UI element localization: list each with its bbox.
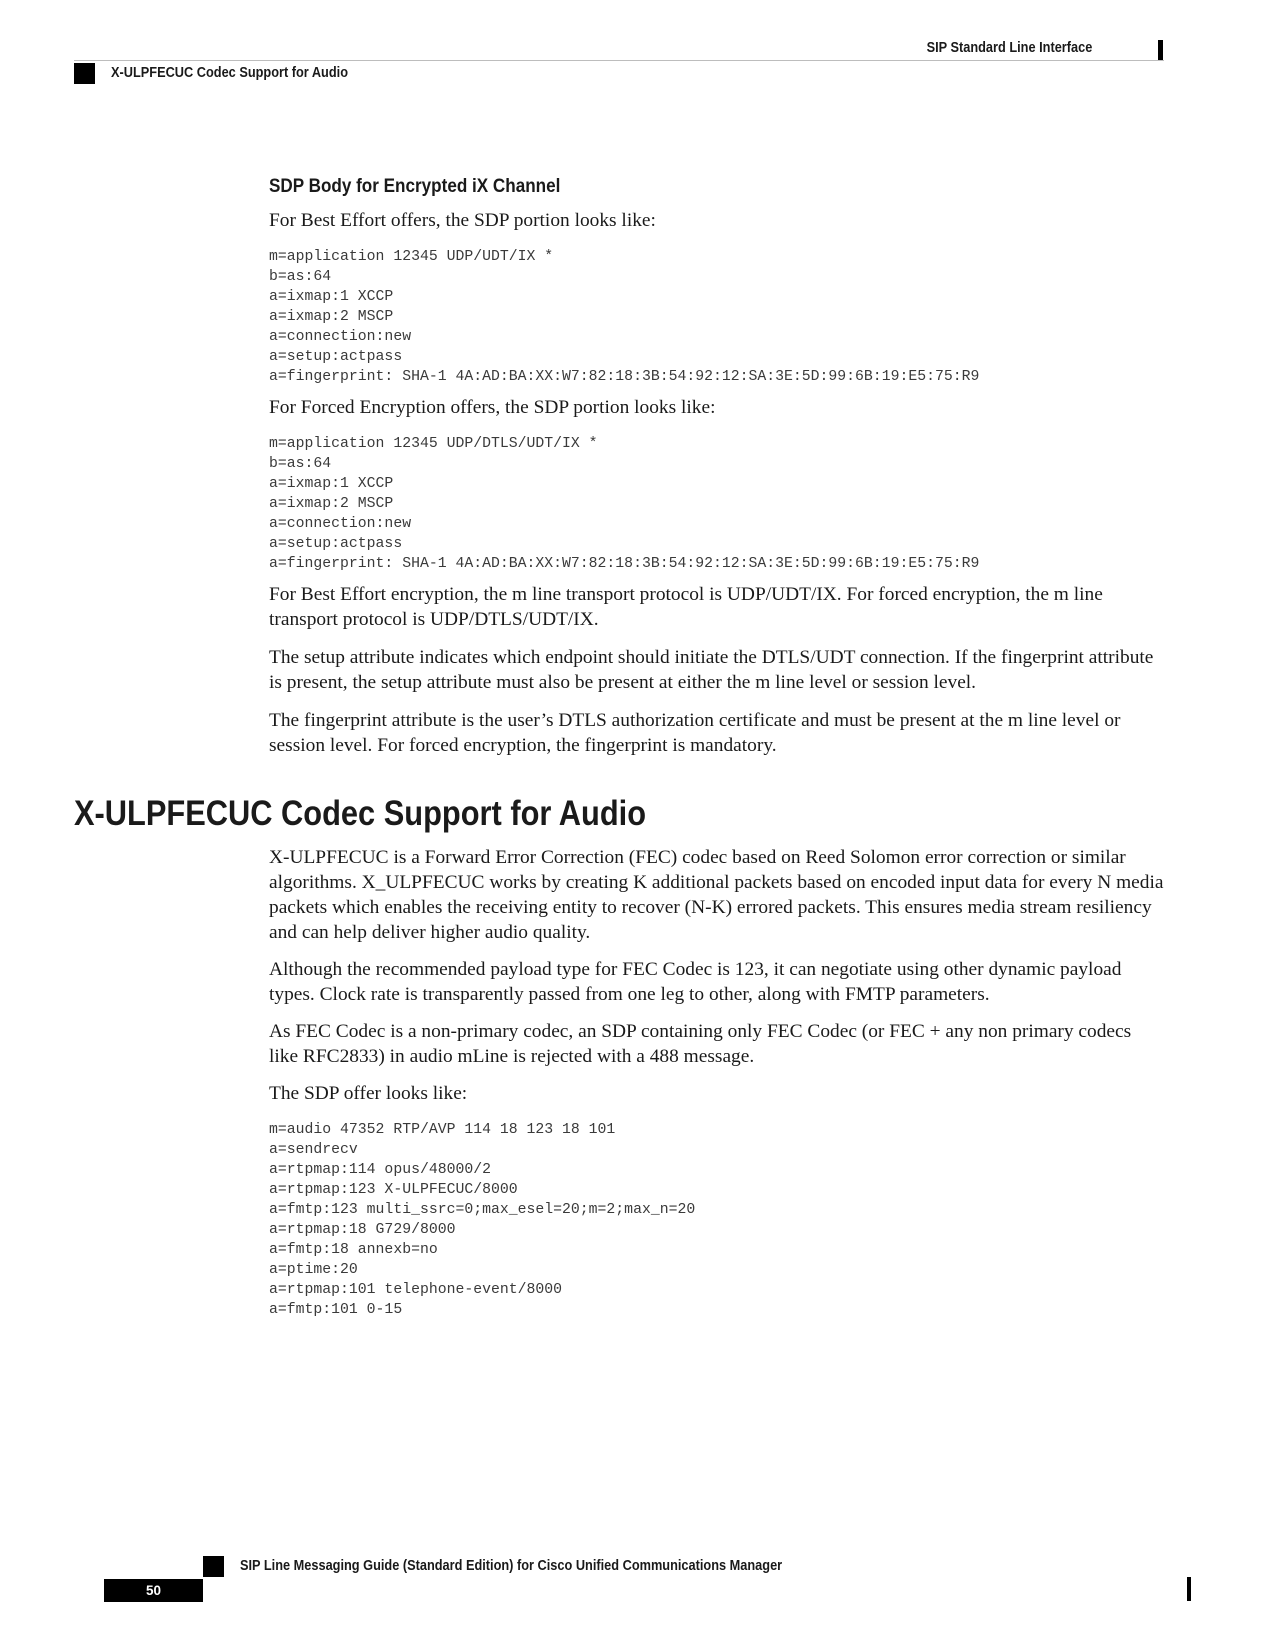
transport-paragraph-block xyxy=(269,582,1165,632)
sdp-body-block xyxy=(269,208,1165,233)
forced-intro-block xyxy=(269,395,1165,420)
header-marker-bar xyxy=(1158,40,1163,61)
setup-paragraph-block xyxy=(269,645,1165,695)
section-heading-sdp-encrypted: SDP Body for Encrypted iX Channel xyxy=(269,176,561,197)
sdp-offer-intro: The SDP offer looks like: xyxy=(269,1083,468,1104)
running-header-section: X-ULPFECUC Codec Support for Audio xyxy=(111,65,348,81)
sdp-offer-code-block xyxy=(269,1120,1165,1320)
header-marker-square xyxy=(74,63,95,84)
forced-encryption-sdp-code: m=application 12345 UDP/DTLS/UDT/IX * b=as:64 a=ixmap:1 XCCP a=ixmap:2 MSCP a=connection:new a=setup:actpass a=fingerprint: SHA-1 4A:AD:BA:XX:W7:82:18:3B:54:92:12:SA:3E:5D:99:6B:19:E5:75:R9 xyxy=(269,436,980,572)
page-number: 50 xyxy=(104,1579,203,1602)
forced-encryption-intro: For Forced Encryption offers, the SDP portion looks like: xyxy=(269,397,716,418)
best-effort-sdp-code: m=application 12345 UDP/UDT/IX * b=as:64 a=ixmap:1 XCCP a=ixmap:2 MSCP a=connection:new a=setup:actpass a=fingerprint: SHA-1 4A:AD:BA:XX:W7:82:18:3B:54:92:12:SA:3E:5D:99:6B:19:E5:75:R9 xyxy=(269,249,980,385)
running-header-chapter: SIP Standard Line Interface xyxy=(926,40,1092,56)
setup-attribute-paragraph: The setup attribute indicates which endpoint should initiate the DTLS/UDT connection. If the fingerprint attribute is present, the setup attribute must also be present at either the m line level or session level. xyxy=(269,647,1154,693)
section-heading-fec-codec: X-ULPFECUC Codec Support for Audio xyxy=(74,794,647,833)
footer-marker-bar xyxy=(1187,1577,1191,1601)
fec-paragraph-1-block xyxy=(269,845,1165,945)
fingerprint-attribute-paragraph: The fingerprint attribute is the user’s DTLS authorization certificate and must be present at the m line level or session level. For forced encryption, the fingerprint is mandatory. xyxy=(269,710,1121,756)
fec-payload-type-paragraph: Although the recommended payload type for FEC Codec is 123, it can negotiate using other dynamic payload types. Clock rate is transparently passed from one leg to other, along with FMTP parameters. xyxy=(269,959,1122,1005)
fingerprint-paragraph-block xyxy=(269,708,1165,758)
sdp-offer-code: m=audio 47352 RTP/AVP 114 18 123 18 101 a=sendrecv a=rtpmap:114 opus/48000/2 a=rtpmap:123 X-ULPFECUC/8000 a=fmtp:123 multi_ssrc=0;max_esel=20;m=2;max_n=20 a=rtpmap:18 G729/8000 a=fmtp:18 annexb=no a=ptime:20 a=rtpmap:101 telephone-event/8000 a=fmtp:101 0-15 xyxy=(269,1122,696,1318)
fec-paragraph-2-block xyxy=(269,957,1165,1007)
best-effort-code-block xyxy=(269,247,1165,387)
best-effort-intro: For Best Effort offers, the SDP portion looks like: xyxy=(269,210,656,231)
fec-description-paragraph: X-ULPFECUC is a Forward Error Correction (FEC) codec based on Reed Solomon error correction or similar algorithms. X_ULPFECUC works by creating K additional packets based on encoded input data for every N media packets which enables the receiving entity to recover (N-K) errored packets. This ensures media stream resiliency and can help deliver higher audio quality. xyxy=(269,847,1164,943)
fec-paragraph-3-block xyxy=(269,1019,1165,1069)
footer-book-title: SIP Line Messaging Guide (Standard Edition) for Cisco Unified Communications Manager xyxy=(240,1558,783,1574)
fec-non-primary-paragraph: As FEC Codec is a non-primary codec, an SDP containing only FEC Codec (or FEC + any non primary codecs like RFC2833) in audio mLine is rejected with a 488 message. xyxy=(269,1021,1132,1067)
header-rule xyxy=(74,60,1164,61)
footer-marker-square xyxy=(203,1556,224,1577)
transport-protocol-paragraph: For Best Effort encryption, the m line transport protocol is UDP/UDT/IX. For forced encryption, the m line transport protocol is UDP/DTLS/UDT/IX. xyxy=(269,584,1103,630)
forced-code-block xyxy=(269,434,1165,574)
sdp-offer-intro-block xyxy=(269,1081,1165,1106)
